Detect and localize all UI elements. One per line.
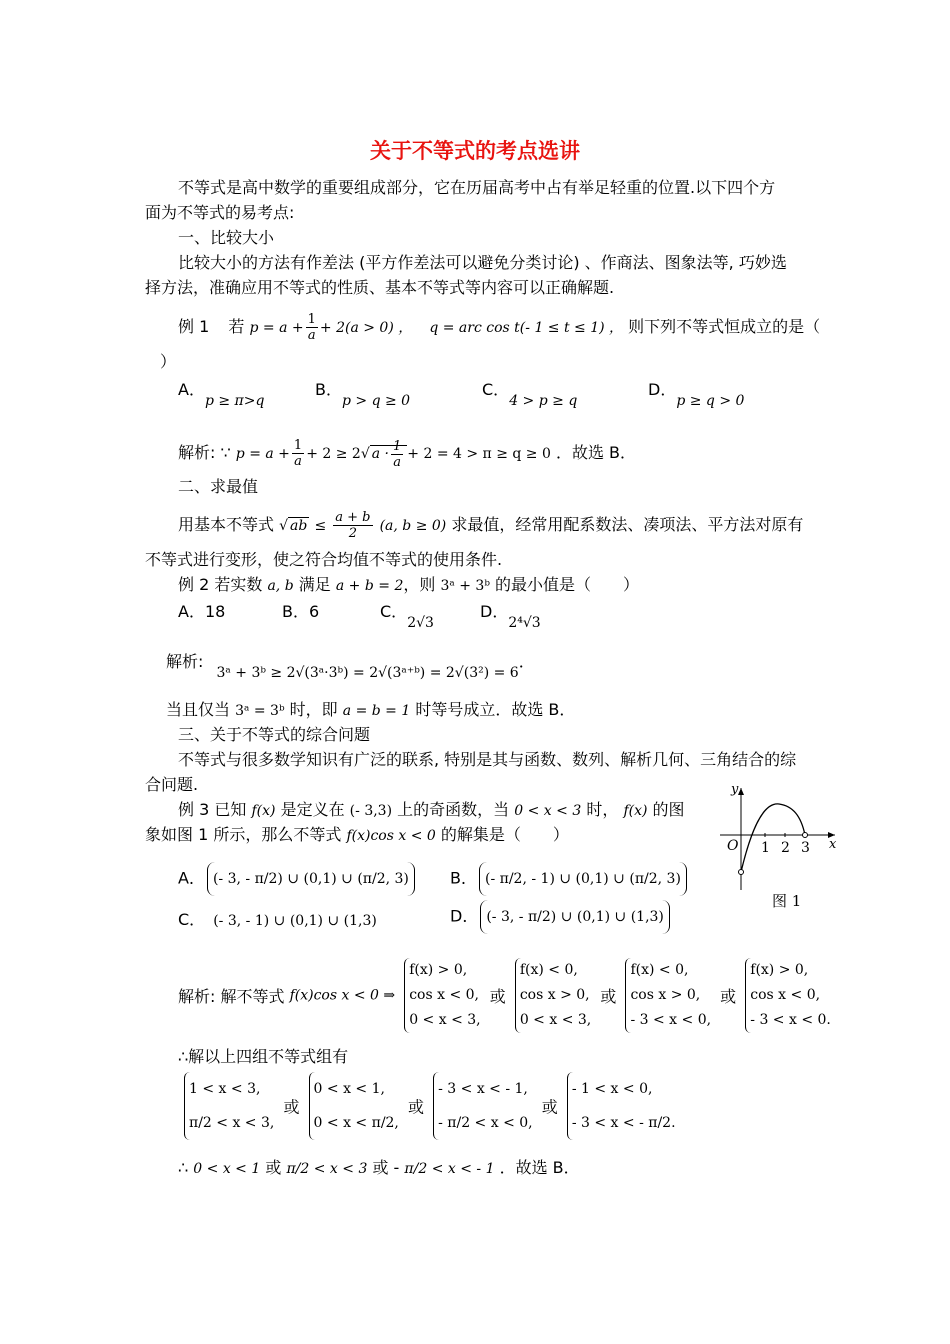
ex3-option-a: A． (- 3, - π/2) ∪ (0,1) ∪ (π/2, 3) <box>178 862 417 896</box>
example-2-equality: 当且仅当 3ᵃ = 3ᵇ 时，即 a = b = 1 时等号成立．故选 B． <box>166 700 576 719</box>
system-1: f(x) > 0, cos x < 0, 0 < x < 3, <box>404 958 480 1033</box>
origin-label: O <box>727 838 739 854</box>
example-1-solution: 解析: ∵ p = a + $\frac{1}{a}$ + 2 ≥ 2√ a · $\frac{1}{a}$ + 2 = 4 > π ≥ q ≥ 0 ．故选 B． <box>178 438 637 470</box>
ex3-option-c: C． (- 3, - 1) ∪ (0,1) ∪ (1,3) <box>178 910 377 929</box>
system-2: f(x) < 0, cos x > 0, 0 < x < 3, <box>515 958 591 1033</box>
example-3: 例 3 已知 f(x) 是定义在 (- 3,3) 上的奇函数，当 0 < x < 3 时， f(x) 的图 <box>178 800 685 819</box>
tick-label-1: 1 <box>761 840 770 856</box>
tick-label-3: 3 <box>801 840 810 856</box>
ex2-option-d: D．2⁴√3 <box>480 602 541 631</box>
ex1-option-c: C．4 > p ≥ q <box>482 380 578 409</box>
result-systems: 1 < x < 3, π/2 < x < 3, 或 0 < x < 1, 0 < x < π/2, 或 - 3 < x < - 1, - π/2 < x < 0, 或 - 1 < x < 0, - 3 < x < - π/2. <box>180 1072 680 1140</box>
function-graph <box>715 780 845 895</box>
figure-caption: 图 1 <box>772 892 802 910</box>
ex1-option-d: D．p ≥ q > 0 <box>648 380 745 409</box>
example-3-line-2: 象如图 1 所示，那么不等式 f(x)cos x < 0 的解集是（ ） <box>145 825 569 844</box>
section2-para-2: 不等式进行变形，使之符合均值不等式的使用条件. <box>145 550 503 569</box>
example-1-label: 例 1 <box>178 317 210 336</box>
example-2-solution: 解析: 3ᵃ + 3ᵇ ≥ 2√(3ᵃ·3ᵇ) = 2√(3ᵃ⁺ᵇ) = 2√(3²) = 6． <box>166 652 535 681</box>
ex2-option-c: C．2√3 <box>380 602 434 631</box>
example-2: 例 2 若实数 a, b 满足 a + b = 2，则 3ᵃ + 3ᵇ 的最小值是（ ） <box>178 575 640 594</box>
ex2-option-a: A．18 <box>178 602 226 621</box>
example-1: 例 1 若 p = a + $\frac{1}{a}$ + 2(a > 0) ， q = arc cos t(- 1 ≤ t ≤ 1) ， 则下列不等式恒成立的是（ <box>178 312 821 343</box>
intro-line-2: 面为不等式的易考点: <box>145 203 295 222</box>
intro-line-1: 不等式是高中数学的重要组成部分，它在历届高考中占有举足轻重的位置.以下四个方 <box>178 178 776 197</box>
section3-para-1: 不等式与很多数学知识有广泛的联系, 特别是其与函数、数列、解析几何、三角结合的综 <box>178 750 797 769</box>
example-3-solution: 解析: 解不等式 f(x)cos x < 0 ⇒ f(x) > 0, cos x < 0, 0 < x < 3, 或 f(x) < 0, cos x > 0, 0 < x < 3, 或 f(x) < 0, cos x > 0, - 3 < x < 0, 或 f(x) > 0, cos x < 0, - 3 < x < 0. <box>178 958 835 1033</box>
x-axis-label: x <box>829 837 837 852</box>
ex3-option-b: B． (- π/2, - 1) ∪ (0,1) ∪ (π/2, 3) <box>450 862 689 896</box>
section1-para-2: 择方法，准确应用不等式的性质、基本不等式等内容可以正确解题. <box>145 278 615 297</box>
final-answer: ∴ 0 < x < 1 或 π/2 < x < 3 或 - π/2 < x < - 1 ．故选 B． <box>178 1158 580 1177</box>
section2-heading: 二、求最值 <box>178 477 259 496</box>
result-2: 0 < x < 1, 0 < x < π/2, <box>309 1072 399 1140</box>
ex2-option-b: B．6 <box>282 602 320 621</box>
result-1: 1 < x < 3, π/2 < x < 3, <box>184 1072 274 1140</box>
therefore-line: ∴解以上四组不等式组有 <box>178 1047 349 1066</box>
section3-heading: 三、关于不等式的综合问题 <box>178 725 371 744</box>
y-axis-label: y <box>731 782 739 797</box>
section1-heading: 一、比较大小 <box>178 228 275 247</box>
result-3: - 3 < x < - 1, - π/2 < x < 0, <box>433 1072 533 1140</box>
section2-para-1: 用基本不等式 √ ab ≤ $\frac{a + b}{2}$ (a, b ≥ 0) 求最值，经常用配系数法、凑项法、平方法对原有 <box>178 510 804 541</box>
ex1-option-a: A．p ≥ π>q <box>178 380 265 409</box>
ex1-option-b: B．p > q ≥ 0 <box>315 380 411 409</box>
system-3: f(x) < 0, cos x > 0, - 3 < x < 0, <box>625 958 711 1033</box>
ex3-option-d: D． (- 3, - π/2) ∪ (0,1) ∪ (1,3) <box>450 900 672 934</box>
section1-para-1: 比较大小的方法有作差法 (平方作差法可以避免分类讨论) 、作商法、图象法等, 巧妙选 <box>178 253 787 272</box>
system-4: f(x) > 0, cos x < 0, - 3 < x < 0. <box>745 958 831 1033</box>
result-4: - 1 < x < 0, - 3 < x < - π/2. <box>567 1072 676 1140</box>
tick-label-2: 2 <box>781 840 790 856</box>
figure-1 <box>715 780 845 920</box>
section3-para-2: 合问题. <box>145 775 199 794</box>
page-title: 关于不等式的考点选讲 <box>370 139 580 163</box>
example-1-close: ） <box>160 352 177 371</box>
